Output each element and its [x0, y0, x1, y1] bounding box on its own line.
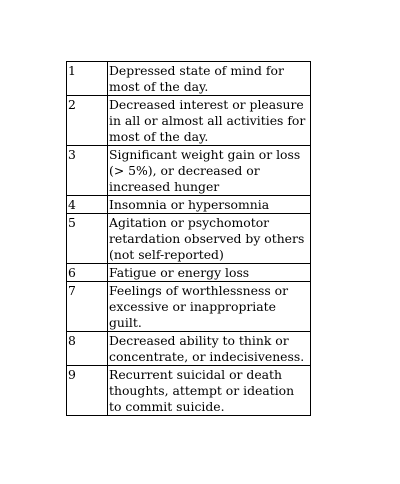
row-description: Feelings of worthlessness or excessive or inappropriate guilt.	[108, 282, 311, 332]
table-row	[67, 332, 311, 366]
row-description: Depressed state of mind for most of the day.	[108, 62, 311, 96]
row-number: 4	[67, 196, 108, 214]
row-number: 1	[67, 62, 108, 96]
row-number: 6	[67, 264, 108, 282]
table-row	[67, 96, 311, 146]
row-description: Fatigue or energy loss	[108, 264, 311, 282]
row-number: 3	[67, 146, 108, 196]
row-description: Significant weight gain or loss (> 5%), or decreased or increased hunger	[108, 146, 311, 196]
table-row	[67, 146, 311, 196]
row-description: Decreased ability to think or concentrate, or indecisiveness.	[108, 332, 311, 366]
table-row	[67, 264, 311, 282]
table-row	[67, 366, 311, 416]
row-description: Decreased interest or pleasure in all or almost all activities for most of the day.	[108, 96, 311, 146]
table-row	[67, 282, 311, 332]
row-number: 8	[67, 332, 108, 366]
row-number: 9	[67, 366, 108, 416]
table-row	[67, 62, 311, 96]
row-number: 7	[67, 282, 108, 332]
row-description: Recurrent suicidal or death thoughts, attempt or ideation to commit suicide.	[108, 366, 311, 416]
row-number: 2	[67, 96, 108, 146]
row-number: 5	[67, 214, 108, 264]
table-row	[67, 196, 311, 214]
table-row	[67, 214, 311, 264]
symptom-table	[66, 61, 311, 416]
row-description: Agitation or psychomotor retardation observed by others (not self-reported)	[108, 214, 311, 264]
row-description: Insomnia or hypersomnia	[108, 196, 311, 214]
